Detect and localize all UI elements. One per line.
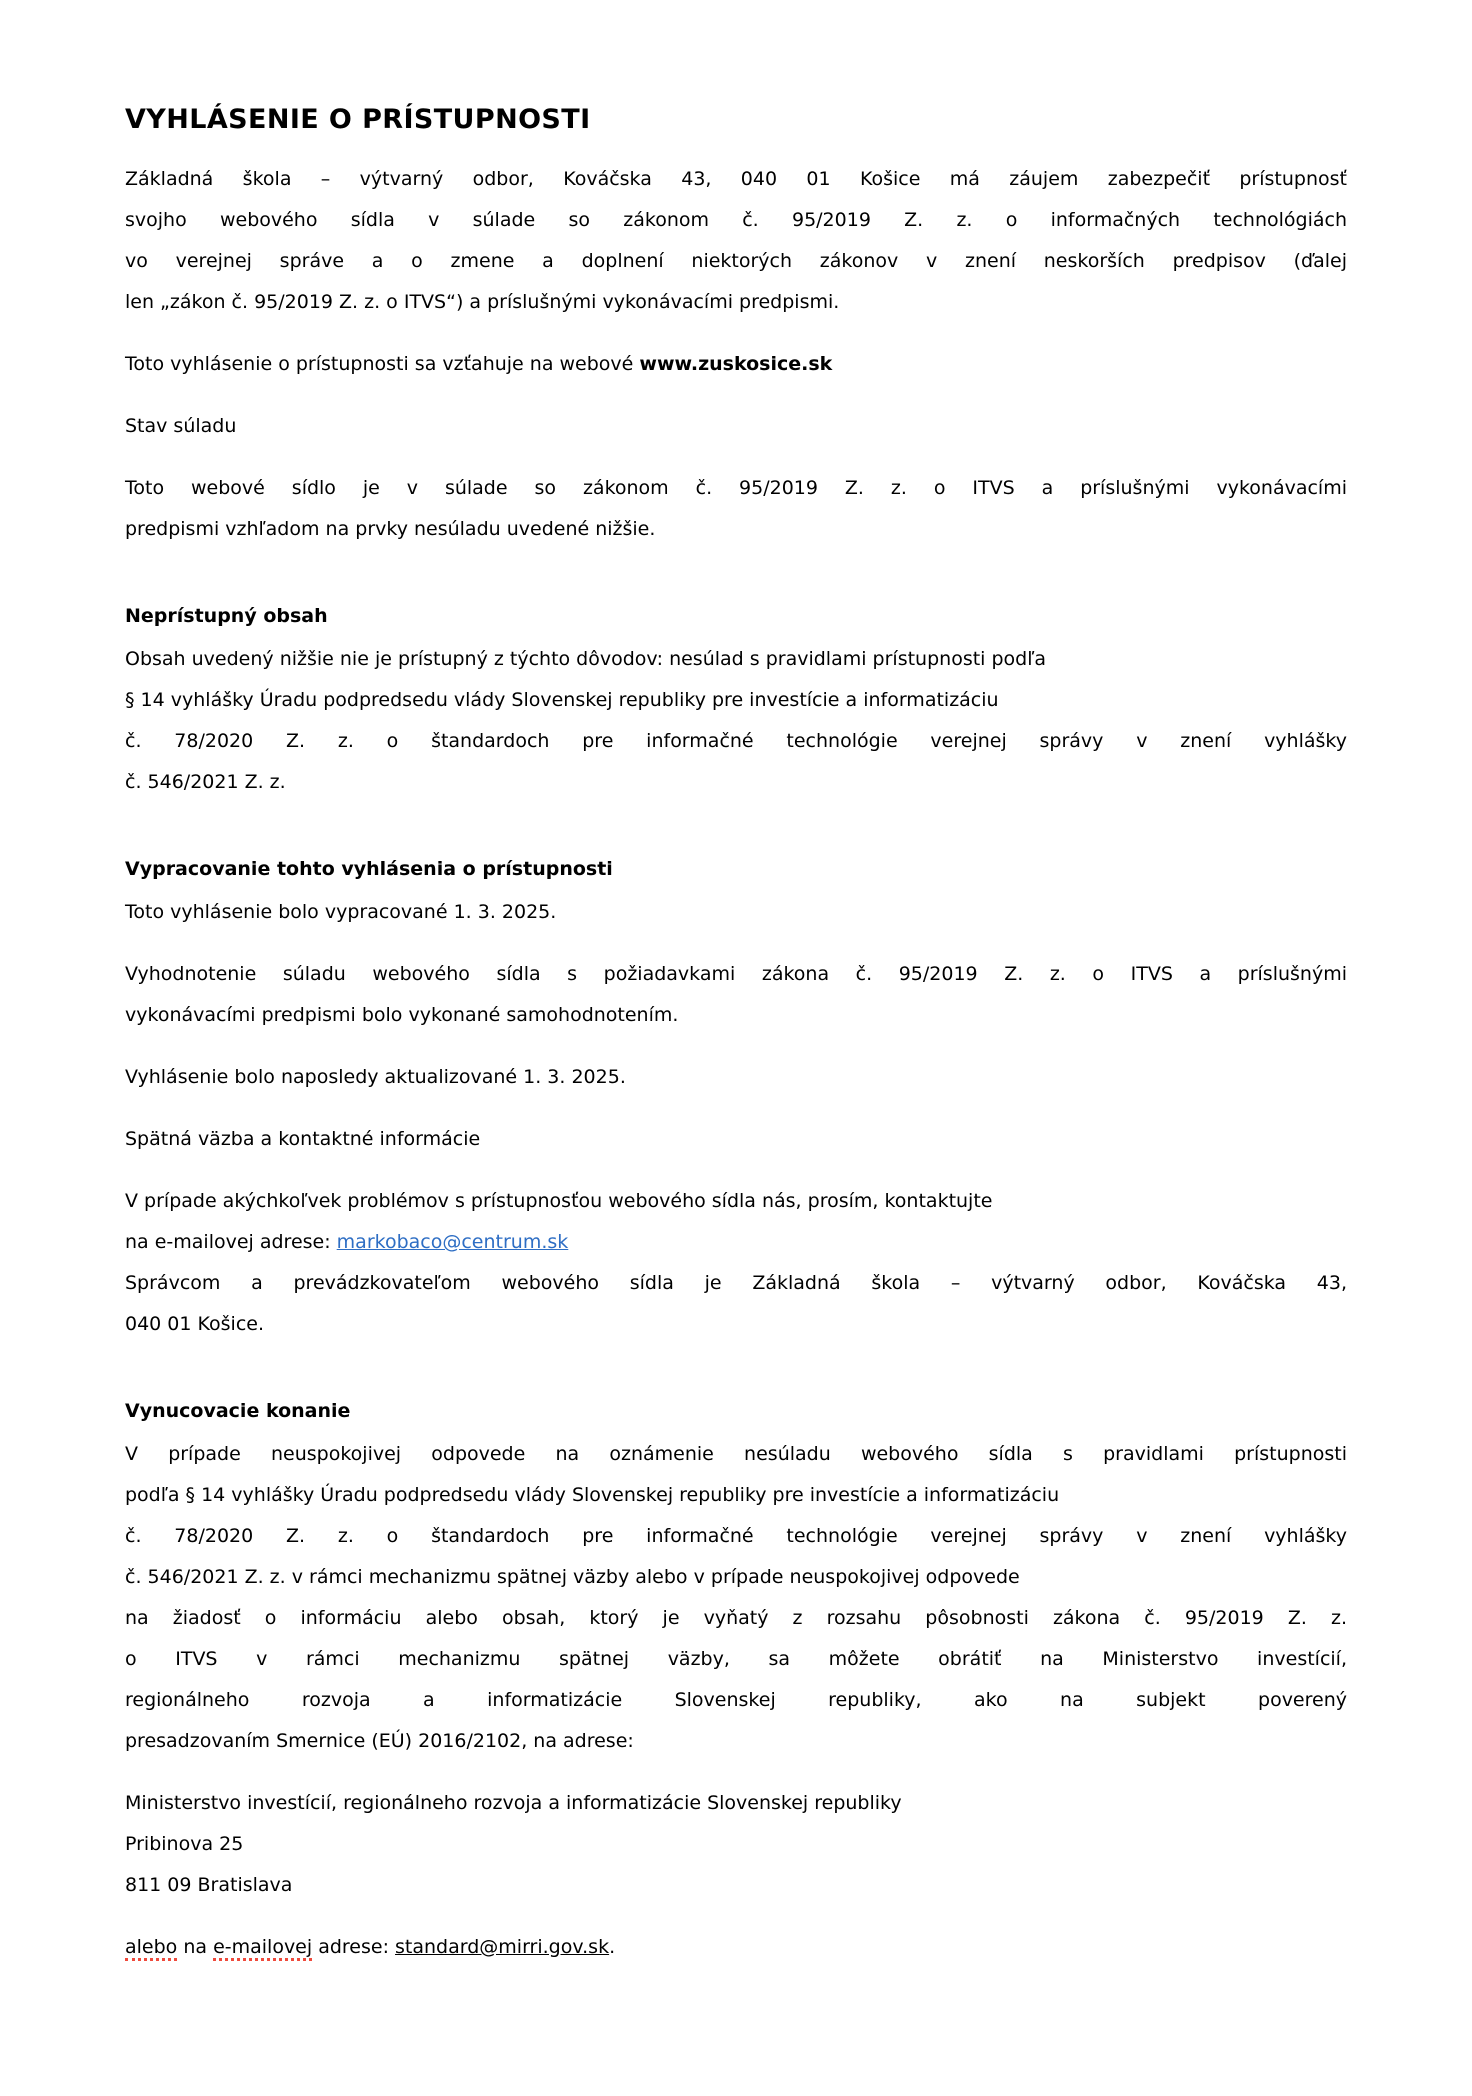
ministry-address-block	[125, 1783, 1347, 1906]
status-label: Stav súladu	[125, 415, 237, 437]
inaccessible-content-paragraph	[125, 639, 1347, 803]
prepared-date-paragraph	[125, 892, 1347, 933]
text-fragment: na	[177, 1936, 214, 1958]
text-line: vykonávacími predpismi bolo vykonané samohodnotením.	[125, 1004, 679, 1026]
ministry-name-line: Ministerstvo investícií, regionálneho rozvoja a informatizácie Slovenskej republiky	[125, 1792, 902, 1814]
text-line	[125, 1927, 1347, 1968]
prepared-date-line: Toto vyhlásenie bolo vypracované 1. 3. 2025.	[125, 901, 557, 923]
text-line: na žiadosť o informáciu alebo obsah, ktorý je vyňatý z rozsahu pôsobnosti zákona č. 95/2019 Z. z.	[125, 1607, 1347, 1629]
evaluation-paragraph	[125, 954, 1347, 1036]
text-line: predpismi vzhľadom na prvky nesúladu uvedené nižšie.	[125, 518, 656, 540]
updated-date-paragraph	[125, 1057, 1347, 1098]
status-label-paragraph	[125, 406, 1347, 447]
text-line	[125, 344, 1347, 385]
text-line: presadzovaním Smernice (EÚ) 2016/2102, na adrese:	[125, 1730, 634, 1752]
text-line: Správcom a prevádzkovateľom webového sídla je Základná škola – výtvarný odbor, Kováčska 43,	[125, 1272, 1347, 1294]
text-line: § 14 vyhlášky Úradu podpredsedu vlády Slovenskej republiky pre investície a informatizáciu	[125, 689, 999, 711]
alternative-email-paragraph	[125, 1927, 1347, 1968]
ministry-street-line: Pribinova 25	[125, 1833, 244, 1855]
contact-email-link[interactable]: markobaco@centrum.sk	[336, 1231, 569, 1253]
spellcheck-word: e-mailovej	[213, 1936, 312, 1961]
feedback-label-paragraph	[125, 1119, 1347, 1160]
enforcement-paragraph	[125, 1434, 1347, 1762]
text-line: Obsah uvedený nižšie nie je prístupný z týchto dôvodov: nesúlad s pravidlami prístupnosti podľa	[125, 648, 1046, 670]
intro-paragraph	[125, 159, 1347, 323]
text-line: len „zákon č. 95/2019 Z. z. o ITVS“) a príslušnými vykonávacími predpismi.	[125, 291, 840, 313]
text-line: č. 78/2020 Z. z. o štandardoch pre informačné technológie verejnej správy v znení vyhlášky	[125, 730, 1347, 752]
text-line: svojho webového sídla v súlade so zákonom č. 95/2019 Z. z. o informačných technológiách	[125, 209, 1347, 231]
ministry-city-line: 811 09 Bratislava	[125, 1874, 293, 1896]
text-line: Základná škola – výtvarný odbor, Kováčska 43, 040 01 Košice má záujem zabezpečiť prístupnosť	[125, 168, 1347, 190]
text-line: regionálneho rozvoja a informatizácie Slovenskej republiky, ako na subjekt poverený	[125, 1689, 1347, 1711]
updated-date-line: Vyhlásenie bolo naposledy aktualizované 1. 3. 2025.	[125, 1066, 626, 1088]
email-label: na e-mailovej adrese:	[125, 1231, 337, 1253]
feedback-label: Spätná väzba a kontaktné informácie	[125, 1128, 481, 1150]
website-url: www.zuskosice.sk	[639, 353, 833, 375]
text-line: vo verejnej správe a o zmene a doplnení niektorých zákonov v znení neskorších predpisov (ďalej	[125, 250, 1347, 272]
scope-paragraph	[125, 344, 1347, 385]
scope-text: Toto vyhlásenie o prístupnosti sa vzťahuje na webové	[125, 353, 640, 375]
text-line: o ITVS v rámci mechanizmu spätnej väzby, sa môžete obrátiť na Ministerstvo investícií,	[125, 1648, 1347, 1670]
text-line: č. 546/2021 Z. z.	[125, 771, 286, 793]
feedback-paragraph	[125, 1181, 1347, 1345]
text-fragment: adrese:	[312, 1936, 396, 1958]
spellcheck-word: alebo	[125, 1936, 177, 1961]
text-line: č. 546/2021 Z. z. v rámci mechanizmu spätnej väzby alebo v prípade neuspokojivej odpovede	[125, 1566, 1020, 1588]
text-line: V prípade neuspokojivej odpovede na oznámenie nesúladu webového sídla s pravidlami prístupnosti	[125, 1443, 1347, 1465]
page-title: VYHLÁSENIE O PRÍSTUPNOSTI	[125, 104, 591, 135]
standard-email-link[interactable]: standard@mirri.gov.sk	[395, 1936, 610, 1958]
text-line: Vyhodnotenie súladu webového sídla s požiadavkami zákona č. 95/2019 Z. z. o ITVS a príslušnými	[125, 963, 1347, 985]
enforcement-heading: Vynucovacie konanie	[125, 1400, 351, 1422]
inaccessible-content-heading: Neprístupný obsah	[125, 605, 328, 627]
text-line: podľa § 14 vyhlášky Úradu podpredsedu vlády Slovenskej republiky pre investície a informatizáciu	[125, 1484, 1060, 1506]
text-line: 040 01 Košice.	[125, 1313, 265, 1335]
preparation-heading: Vypracovanie tohto vyhlásenia o prístupnosti	[125, 858, 613, 880]
text-line: Toto webové sídlo je v súlade so zákonom č. 95/2019 Z. z. o ITVS a príslušnými vykonávacími	[125, 477, 1347, 499]
text-line: V prípade akýchkoľvek problémov s prístupnosťou webového sídla nás, prosím, kontaktujte	[125, 1190, 993, 1212]
text-line: č. 78/2020 Z. z. o štandardoch pre informačné technológie verejnej správy v znení vyhlášky	[125, 1525, 1347, 1547]
text-line	[125, 1222, 1347, 1263]
status-paragraph	[125, 468, 1347, 550]
text-fragment: .	[609, 1936, 616, 1958]
